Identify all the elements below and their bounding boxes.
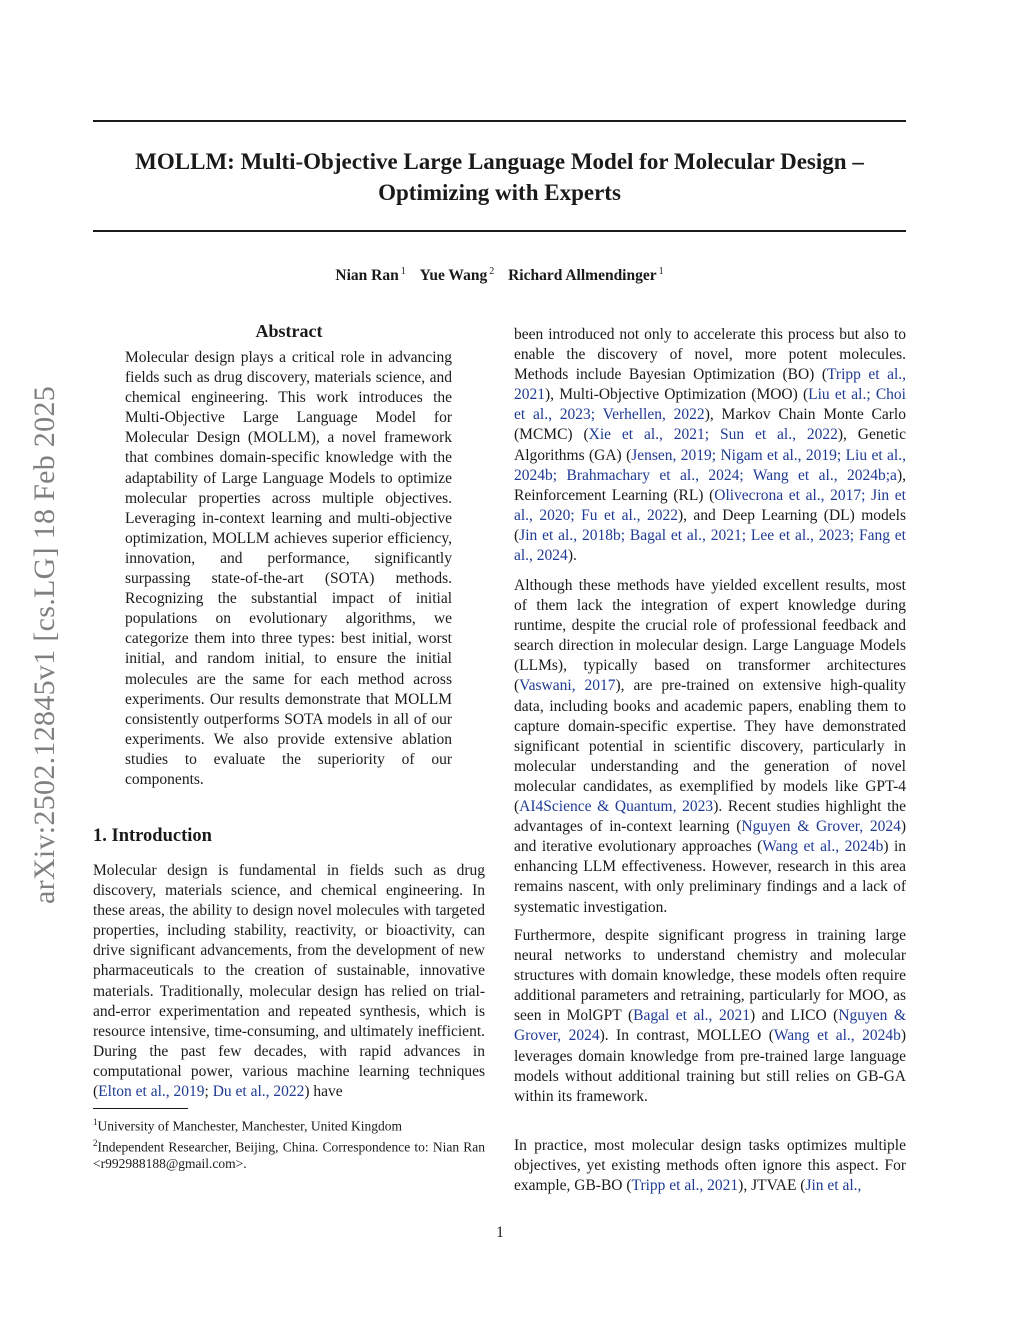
- citation-link[interactable]: Jin et al.,: [805, 1177, 862, 1195]
- paragraph-text: Molecular design is fundamental in fields such as drug discovery, materials science, and chemical engineering. In these areas, the ability to design novel molecules with targeted properties, including stability, reactivity, or bioactivity, can drive significant advancements, from the development of new pharmaceuticals to the creation of sustainable, innovative materials. Traditionally, molecular design has relied on trial-and-error experimentation and repeated synthesis, which is resource intensive, time-consuming, and ultimately inefficient. During the past few decades, with rapid advances in computational power, various machine learning techniques (: [93, 862, 485, 1101]
- paragraph-text: ), Markov Chain Monte Carlo (MCMC) (: [514, 406, 906, 444]
- citation-link[interactable]: Nguyen & Grover, 2024: [514, 1007, 906, 1045]
- paper-title: [93, 146, 906, 208]
- citation-link[interactable]: Vaswani, 2017: [519, 677, 616, 695]
- citation-link[interactable]: Nguyen & Grover, 2024: [741, 818, 901, 836]
- paragraph-text: ) have: [304, 1083, 343, 1101]
- author-name: Richard Allmendinger: [508, 267, 657, 285]
- right-column-paragraph: [514, 1136, 906, 1196]
- introduction-heading: 1. Introduction: [93, 826, 212, 846]
- paragraph-text: ;: [204, 1083, 213, 1101]
- affiliation-mark: 1: [658, 266, 664, 277]
- paper-title-line1: MOLLM: Multi-Objective Large Language Model for Molecular Design –: [135, 149, 864, 174]
- paragraph-text: Although these methods have yielded excellent results, most of them lack the integration of expert knowledge during runtime, despite the crucial role of professional feedback and search direction in molecular design. Large Language Models (LLMs), typically based on transformer architectures (: [514, 577, 906, 695]
- abstract-heading: Abstract: [255, 321, 323, 341]
- citation-link[interactable]: Wang et al., 2024b: [762, 838, 884, 856]
- footnote-affiliation-1: [93, 1114, 485, 1135]
- arxiv-identifier: arXiv:2502.12845v1 [cs.LG] 18 Feb 2025: [28, 385, 61, 905]
- abstract-text: Molecular design plays a critical role in advancing fields such as drug discovery, materials science, and chemical engineering. This work introduces the Multi-Objective Large Language Model for Molecular Design (MOLLM), a novel framework that combines domain-specific knowledge with the adaptability of Large Language Models to optimize molecular properties across multiple objectives. Leveraging in-context learning and multi-objective optimization, MOLLM achieves superior efficiency, innovation, and performance, significantly surpassing state-of-the-art (SOTA) methods. Recognizing the substantial impact of initial populations on evolutionary algorithms, we categorize them into three types: best initial, worst initial, and random initial, to ensure the initial molecules are the same for each method across experiments. Our results demonstrate that MOLLM consistently outperforms SOTA models in all of our experiments. We also provide extensive ablation studies to evaluate the superiority of our components.: [125, 349, 452, 788]
- introduction-paragraph: [93, 861, 485, 1102]
- paragraph-text: ), are pre-trained on extensive high-quality data, including books and academic papers, enabling them to capture domain-specific expertise. They have demonstrated significant potential in scientific discovery, particularly in molecular understanding and the generation of novel molecular candidates, as exemplified by models like GPT-4 (: [514, 677, 906, 816]
- paragraph-text: ), Multi-Objective Optimization (MOO) (: [545, 386, 809, 404]
- paragraph-text: been introduced not only to accelerate this process but also to enable the discovery of novel, more potent molecules. Methods include Bayesian Optimization (BO) (: [514, 326, 906, 384]
- author: [508, 267, 664, 284]
- author: [335, 267, 405, 284]
- author-list: [93, 266, 906, 285]
- footnotes: [93, 1114, 485, 1172]
- author: [420, 267, 495, 284]
- citation-link[interactable]: Wang et al., 2024b: [773, 1027, 901, 1045]
- citation-link[interactable]: AI4Science & Quantum, 2023: [519, 798, 714, 816]
- page-number: 1: [496, 1224, 504, 1241]
- paragraph-text: Furthermore, despite significant progress in training large neural networks to understand chemistry and molecular structures with domain knowledge, these models often require additional parameters and retraining, particularly for MOO, as seen in MolGPT (: [514, 927, 906, 1025]
- citation-link[interactable]: Tripp et al., 2021: [631, 1177, 739, 1195]
- right-column-paragraph: [514, 576, 906, 918]
- paper-title-line2: Optimizing with Experts: [378, 180, 621, 205]
- author-name: Yue Wang: [419, 267, 488, 285]
- paragraph-text: ) leverages domain knowledge from pre-trained large language models without additional training but still relies on GB-GA within its framework.: [514, 1027, 906, 1105]
- affiliation-mark: 1: [400, 266, 406, 277]
- citation-link[interactable]: Liu et al.; Choi et al., 2023; Verhellen, 2022: [514, 386, 906, 424]
- footnote-mark: 2: [93, 1137, 98, 1148]
- paragraph-text: ), JTVAE (: [738, 1177, 806, 1195]
- citation-link[interactable]: Tripp et al., 2021: [514, 366, 907, 404]
- citation-link[interactable]: Jin et al., 2018b; Bagal et al., 2021; Lee et al., 2023; Fang et al., 2024: [514, 526, 906, 565]
- paragraph-text: ), and Deep Learning (DL) models (: [514, 506, 906, 544]
- citation-link[interactable]: Jensen, 2019; Nigam et al., 2019; Liu et al., 2024b; Brahmachary et al., 2024; Wang et al., 2024b;a: [514, 446, 906, 484]
- title-rule-bottom: [93, 230, 906, 232]
- footnote-rule: [93, 1108, 188, 1109]
- paragraph-text: ). In contrast, MOLLEO (: [599, 1027, 774, 1045]
- citation-link[interactable]: Du et al., 2022: [212, 1083, 305, 1101]
- right-column-paragraph: [514, 926, 906, 1107]
- citation-link[interactable]: Xie et al., 2021; Sun et al., 2022: [588, 426, 838, 444]
- paragraph-text: ), Genetic Algorithms (GA) (: [514, 426, 906, 464]
- paragraph-text: ).: [567, 547, 577, 565]
- paragraph-text: ) and iterative evolutionary approaches (: [514, 818, 906, 856]
- citation-link[interactable]: Olivecrona et al., 2017; Jin et al., 2020; Fu et al., 2022: [514, 486, 906, 524]
- title-rule-top: [93, 120, 906, 122]
- paragraph-text: ) in enhancing LLM effectiveness. However, research in this area remains nascent, with only preliminary findings and a lack of systematic investigation.: [514, 838, 907, 916]
- footnote-text: University of Manchester, Manchester, United Kingdom: [97, 1118, 402, 1134]
- affiliation-mark: 2: [489, 266, 495, 277]
- footnote-mark: 1: [93, 1117, 98, 1127]
- right-column-paragraph: [514, 325, 906, 566]
- paragraph-text: In practice, most molecular design tasks optimizes multiple objectives, yet existing methods often ignore this aspect. For example, GB-BO (: [514, 1137, 906, 1195]
- citation-link[interactable]: Bagal et al., 2021: [633, 1007, 750, 1025]
- footnote-affiliation-2: [93, 1135, 485, 1173]
- paragraph-text: ), Reinforcement Learning (RL) (: [514, 466, 906, 504]
- citation-link[interactable]: Elton et al., 2019: [98, 1083, 205, 1101]
- paragraph-text: ) and LICO (: [749, 1007, 839, 1025]
- author-name: Nian Ran: [335, 267, 399, 285]
- footnote-text: Independent Researcher, Beijing, China. Correspondence to: Nian Ran <r992988188@gmail.com>.: [93, 1139, 485, 1171]
- paragraph-text: ). Recent studies highlight the advantages of in-context learning (: [514, 798, 907, 836]
